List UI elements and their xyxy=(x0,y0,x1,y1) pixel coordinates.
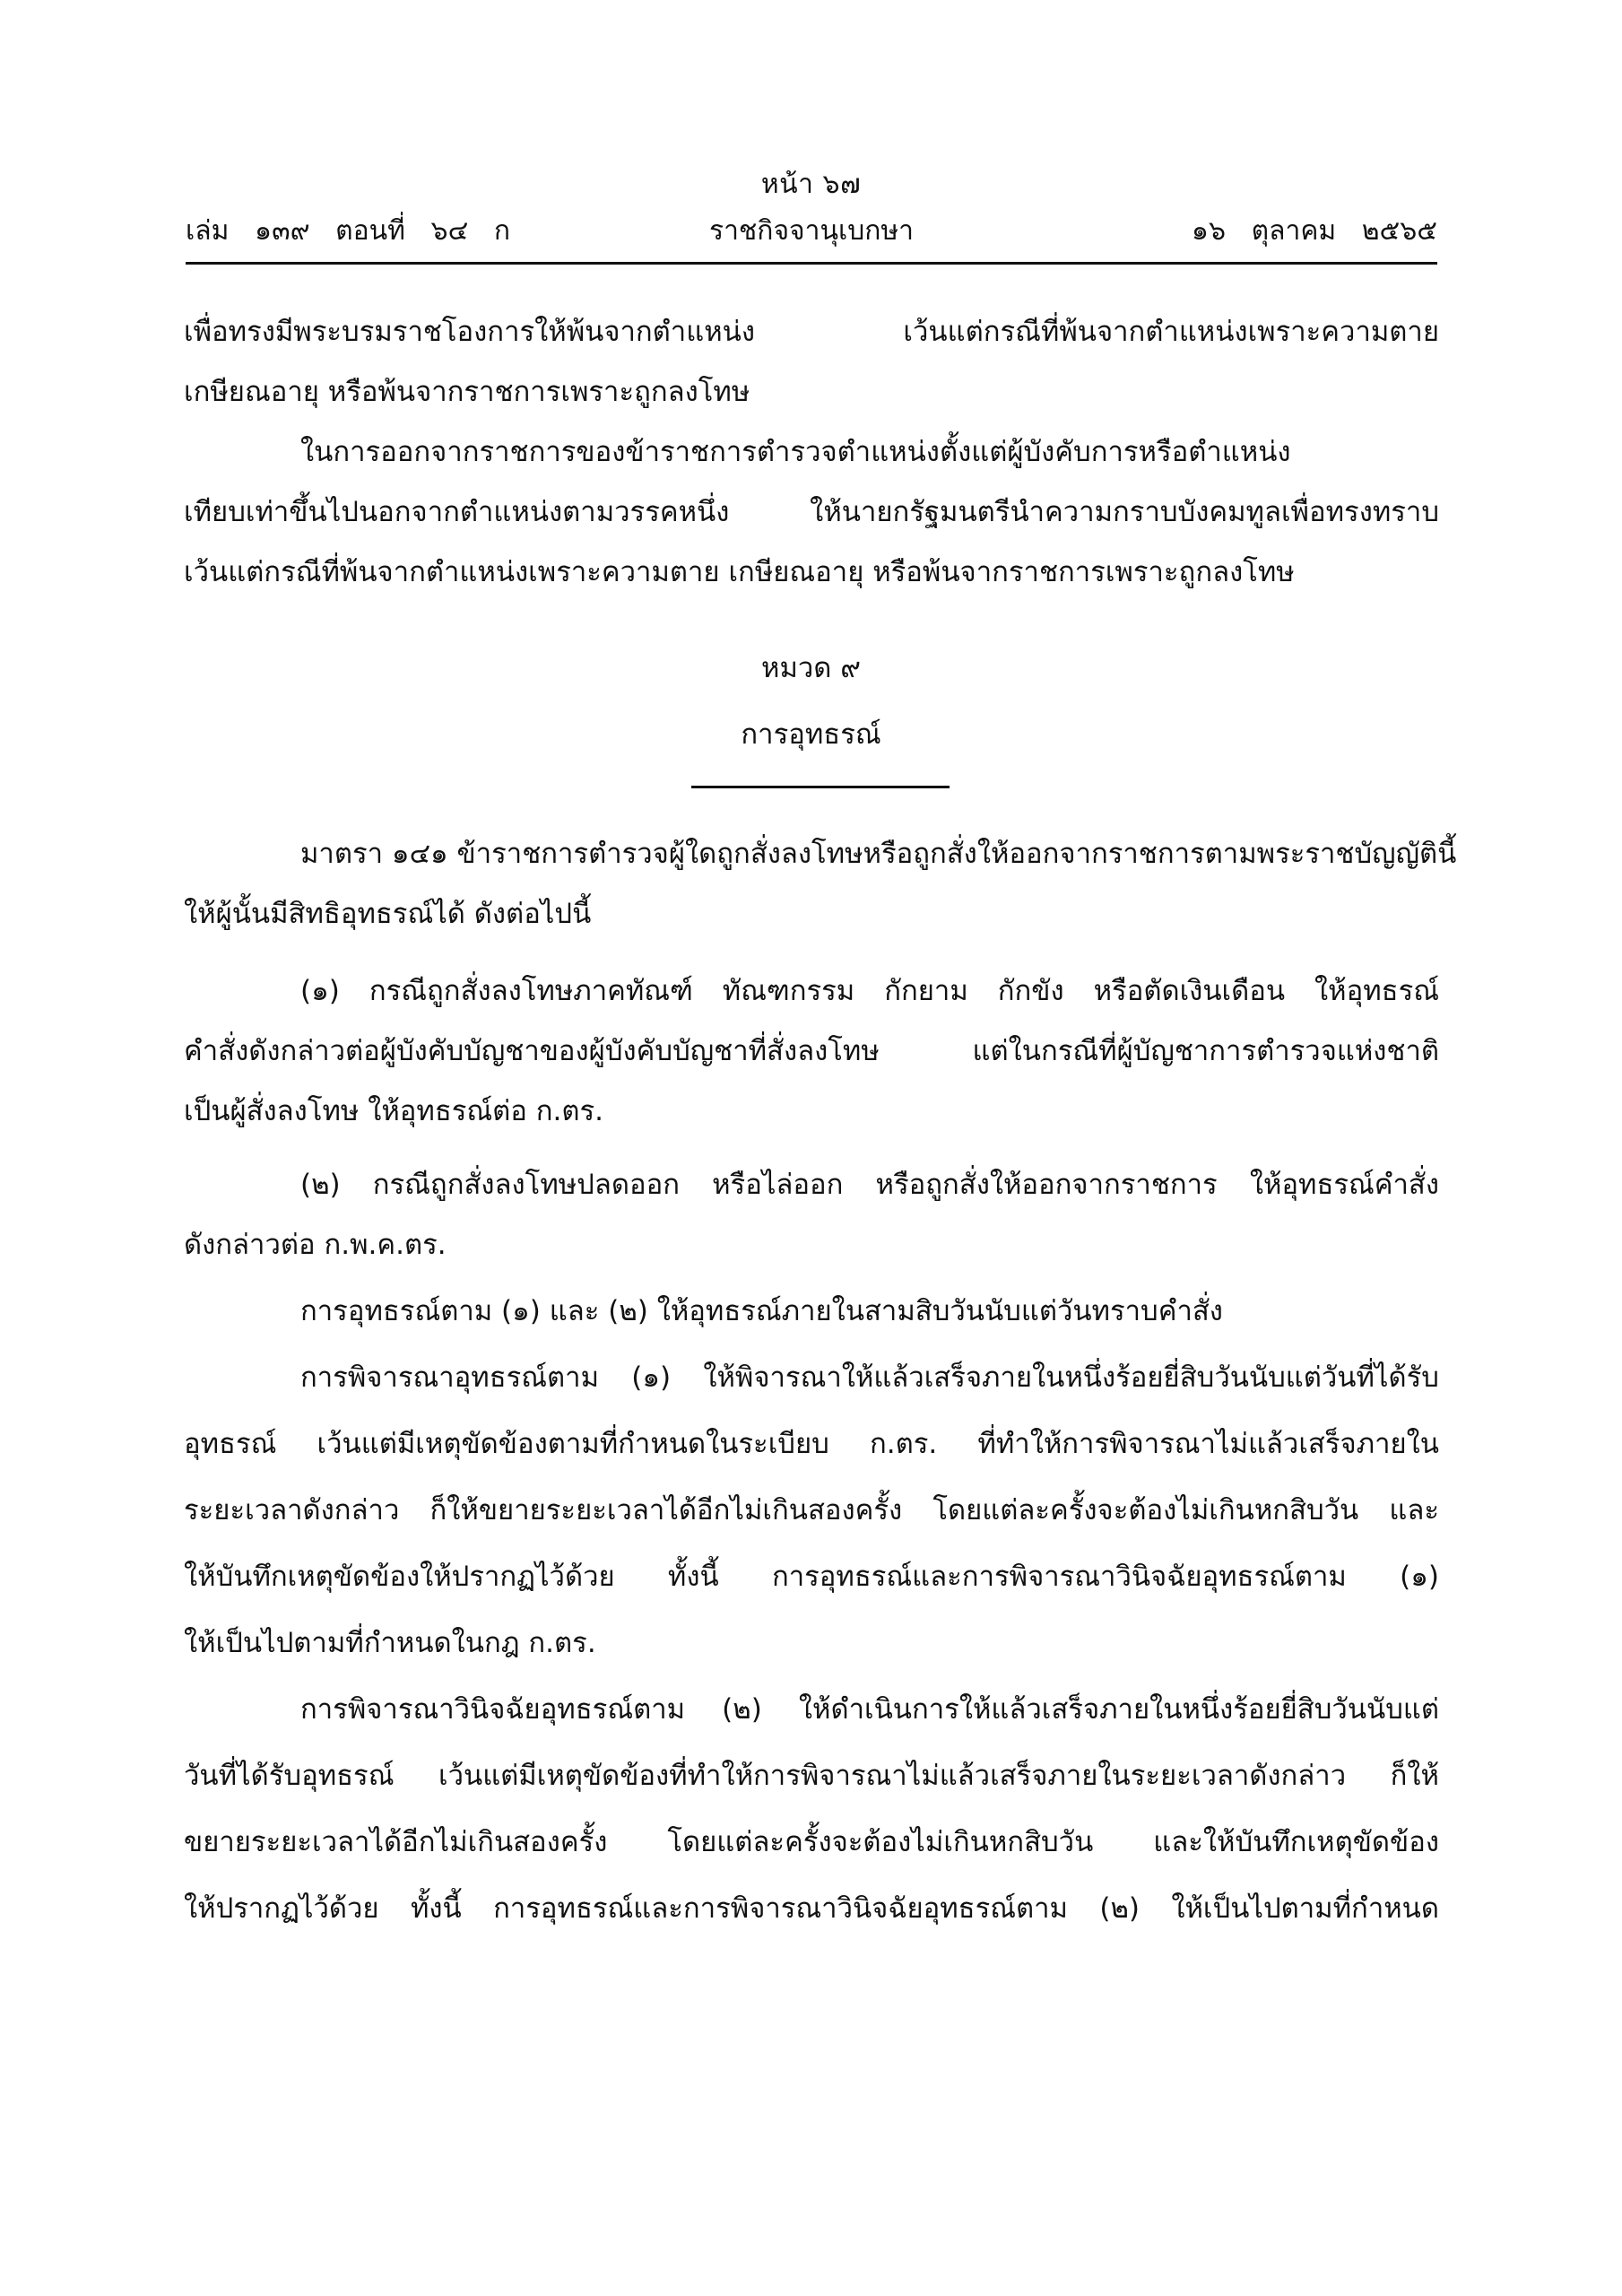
text-line: วันที่ได้รับอุทธรณ์ เว้นแต่มีเหตุขัดข้องที่ทำให้การพิจารณาไม่แล้วเสร็จภายในระยะเวลาดังกล่าว ก็ให้ xyxy=(184,1760,1439,1792)
text-line: การอุทธรณ์ตาม (๑) และ (๒) ให้อุทธรณ์ภายในสามสิบวันนับแต่วันทราบคำสั่ง xyxy=(300,1295,1223,1327)
publication-date: ๑๖ ตุลาคม ๒๕๖๕ xyxy=(1191,215,1437,247)
text-line: ระยะเวลาดังกล่าว ก็ให้ขยายระยะเวลาได้อีกไม่เกินสองครั้ง โดยแต่ละครั้งจะต้องไม่เกินหกสิบวัน และ xyxy=(184,1494,1439,1526)
text-line: คำสั่งดังกล่าวต่อผู้บังคับบัญชาของผู้บังคับบัญชาที่สั่งลงโทษ แต่ในกรณีที่ผู้บัญชาการตำรวจแห่งชาติ xyxy=(184,1035,1439,1067)
text-line: ดังกล่าวต่อ ก.พ.ค.ตร. xyxy=(184,1229,447,1261)
running-header xyxy=(186,212,1437,251)
section-heading-line: มาตรา ๑๔๑ ข้าราชการตำรวจผู้ใดถูกสั่งลงโทษหรือถูกสั่งให้ออกจากราชการตามพระราชบัญญัตินี้ xyxy=(300,838,1457,870)
text-line: ให้เป็นไปตามที่กำหนดในกฎ ก.ตร. xyxy=(184,1627,596,1659)
text-line: เทียบเท่าขึ้นไปนอกจากตำแหน่งตามวรรคหนึ่ง ให้นายกรัฐมนตรีนำความกราบบังคมทูลเพื่อทรงทราบ xyxy=(184,496,1439,528)
item-2-line: (๒) กรณีถูกสั่งลงโทษปลดออก หรือไล่ออก หรือถูกสั่งให้ออกจากราชการ ให้อุทธรณ์คำสั่ง xyxy=(300,1169,1439,1201)
chapter-label: หมวด ๙ xyxy=(761,652,861,684)
text-line: อุทธรณ์ เว้นแต่มีเหตุขัดข้องตามที่กำหนดในระเบียบ ก.ตร. ที่ทำให้การพิจารณาไม่แล้วเสร็จภายใน xyxy=(184,1428,1439,1460)
text-line: เพื่อทรงมีพระบรมราชโองการให้พ้นจากตำแหน่ง เว้นแต่กรณีที่พ้นจากตำแหน่งเพราะความตาย xyxy=(184,316,1439,348)
page-number: หน้า ๖๗ xyxy=(760,169,862,200)
publication-title: ราชกิจจานุเบกษา xyxy=(708,215,915,247)
item-1-line: (๑) กรณีถูกสั่งลงโทษภาคทัณฑ์ ทัณฑกรรม กักยาม กักขัง หรือตัดเงินเดือน ให้อุทธรณ์ xyxy=(300,975,1439,1007)
header-rule xyxy=(186,262,1437,265)
chapter-title: การอุทธรณ์ xyxy=(741,718,881,751)
text-line: ให้บันทึกเหตุขัดข้องให้ปรากฏไว้ด้วย ทั้งนี้ การอุทธรณ์และการพิจารณาวินิจฉัยอุทธรณ์ตาม (๑) xyxy=(184,1561,1439,1593)
volume-issue: เล่ม ๑๓๙ ตอนที่ ๖๔ ก xyxy=(186,215,511,247)
text-line: เว้นแต่กรณีที่พ้นจากตำแหน่งเพราะความตาย เกษียณอายุ หรือพ้นจากราชการเพราะถูกลงโทษ xyxy=(184,556,1295,588)
text-line: เกษียณอายุ หรือพ้นจากราชการเพราะถูกลงโทษ xyxy=(184,376,750,408)
text-line: ขยายระยะเวลาได้อีกไม่เกินสองครั้ง โดยแต่ละครั้งจะต้องไม่เกินหกสิบวัน และให้บันทึกเหตุขัดข้อง xyxy=(184,1826,1439,1858)
text-line: เป็นผู้สั่งลงโทษ ให้อุทธรณ์ต่อ ก.ตร. xyxy=(184,1095,604,1127)
text-line: การพิจารณาวินิจฉัยอุทธรณ์ตาม (๒) ให้ดำเนินการให้แล้วเสร็จภายในหนึ่งร้อยยี่สิบวันนับแต่ xyxy=(300,1693,1439,1726)
text-line: ให้ปรากฏไว้ด้วย ทั้งนี้ การอุทธรณ์และการพิจารณาวินิจฉัยอุทธรณ์ตาม (๒) ให้เป็นไปตามที่กำหนด xyxy=(184,1892,1439,1925)
text-line: ให้ผู้นั้นมีสิทธิอุทธรณ์ได้ ดังต่อไปนี้ xyxy=(184,898,592,930)
chapter-underline xyxy=(691,786,950,788)
text-line: การพิจารณาอุทธรณ์ตาม (๑) ให้พิจารณาให้แล้วเสร็จภายในหนึ่งร้อยยี่สิบวันนับแต่วันที่ได้รับ xyxy=(300,1361,1439,1394)
text-line: ในการออกจากราชการของข้าราชการตำรวจตำแหน่งตั้งแต่ผู้บังคับการหรือตำแหน่ง xyxy=(300,436,1291,468)
